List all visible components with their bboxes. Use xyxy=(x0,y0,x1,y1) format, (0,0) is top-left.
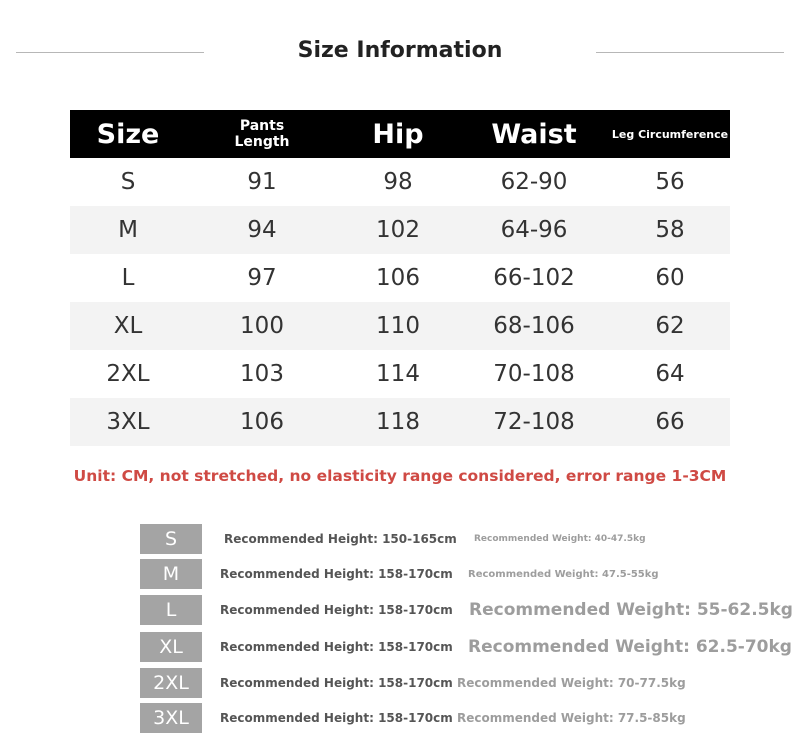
cell-leg-circumference: 64 xyxy=(655,361,685,387)
cell-pants-length: 100 xyxy=(240,313,284,339)
cell-size: M xyxy=(118,217,138,243)
cell-leg-circumference: 66 xyxy=(655,409,685,435)
measurement-note: Unit: CM, not stretched, no elasticity range considered, error range 1-3CM xyxy=(73,467,727,485)
cell-hip: 102 xyxy=(376,217,420,243)
header-hip: Hip xyxy=(372,118,424,150)
table-row xyxy=(70,206,730,254)
table-row xyxy=(70,398,730,446)
recommended-height: Recommended Height: 158-170cm xyxy=(220,640,453,654)
recommendation-row xyxy=(0,595,800,625)
cell-size: XL xyxy=(113,313,143,339)
cell-waist: 64-96 xyxy=(500,217,568,243)
recommended-weight: Recommended Weight: 70-77.5kg xyxy=(457,676,686,690)
cell-leg-circumference: 58 xyxy=(655,217,685,243)
header-waist: Waist xyxy=(491,118,577,150)
cell-size: 3XL xyxy=(106,409,150,435)
table-row xyxy=(70,254,730,302)
recommended-weight: Recommended Weight: 40-47.5kg xyxy=(474,534,646,544)
cell-waist: 72-108 xyxy=(493,409,575,435)
cell-pants-length: 91 xyxy=(247,169,277,195)
recommendation-row xyxy=(0,668,800,698)
recommended-weight: Recommended Weight: 77.5-85kg xyxy=(457,711,686,725)
cell-hip: 106 xyxy=(376,265,420,291)
recommendation-row xyxy=(0,524,800,554)
cell-leg-circumference: 62 xyxy=(655,313,685,339)
header-pants-length-label: Pants Length xyxy=(234,118,290,150)
table-row xyxy=(70,158,730,206)
cell-pants-length: 106 xyxy=(240,409,284,435)
size-badge: 2XL xyxy=(140,668,202,698)
size-badge: 3XL xyxy=(140,703,202,733)
recommended-height: Recommended Height: 158-170cm xyxy=(220,603,453,617)
recommendation-row xyxy=(0,559,800,589)
cell-waist: 70-108 xyxy=(493,361,575,387)
cell-pants-length: 94 xyxy=(247,217,277,243)
cell-hip: 98 xyxy=(383,169,413,195)
header-pants-length xyxy=(196,110,328,158)
header-leg-circumference: Leg Circumference xyxy=(611,127,729,141)
cell-hip: 118 xyxy=(376,409,420,435)
table-header xyxy=(70,110,730,158)
size-table xyxy=(70,110,730,446)
cell-waist: 68-106 xyxy=(493,313,575,339)
recommended-weight: Recommended Weight: 62.5-70kg xyxy=(468,637,792,657)
size-badge: L xyxy=(140,595,202,625)
recommended-height: Recommended Height: 158-170cm xyxy=(220,711,453,725)
cell-hip: 110 xyxy=(376,313,420,339)
cell-hip: 114 xyxy=(376,361,420,387)
cell-leg-circumference: 60 xyxy=(655,265,685,291)
cell-leg-circumference: 56 xyxy=(655,169,685,195)
size-badge: XL xyxy=(140,632,202,662)
cell-pants-length: 103 xyxy=(240,361,284,387)
cell-size: S xyxy=(120,169,136,195)
recommended-height: Recommended Height: 150-165cm xyxy=(224,532,457,546)
recommended-height: Recommended Height: 158-170cm xyxy=(220,676,453,690)
recommendation-row xyxy=(0,632,800,662)
size-badge: M xyxy=(140,559,202,589)
table-row xyxy=(70,350,730,398)
cell-waist: 62-90 xyxy=(500,169,568,195)
title-divider-right xyxy=(596,52,784,53)
cell-size: 2XL xyxy=(106,361,150,387)
recommendation-row xyxy=(0,703,800,733)
page-title: Size Information xyxy=(297,38,503,63)
cell-waist: 66-102 xyxy=(493,265,575,291)
recommended-weight: Recommended Weight: 47.5-55kg xyxy=(468,568,659,580)
recommended-height: Recommended Height: 158-170cm xyxy=(220,567,453,581)
table-row xyxy=(70,302,730,350)
size-badge: S xyxy=(140,524,202,554)
cell-size: L xyxy=(121,265,135,291)
recommended-weight: Recommended Weight: 55-62.5kg xyxy=(469,600,793,620)
header-size: Size xyxy=(96,118,160,150)
cell-pants-length: 97 xyxy=(247,265,277,291)
